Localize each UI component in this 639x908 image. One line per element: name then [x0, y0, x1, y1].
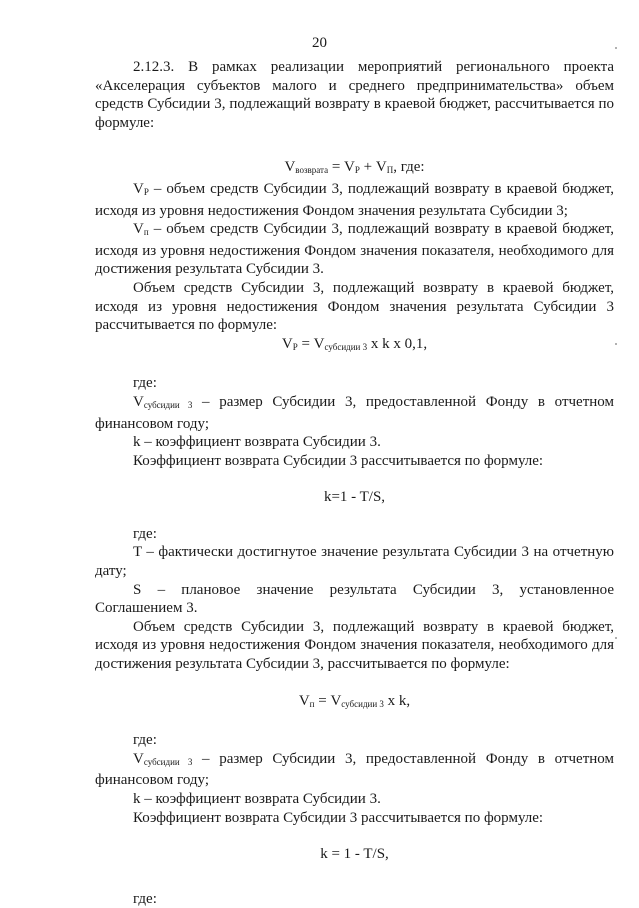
- where-label-1: где:: [133, 375, 157, 392]
- where-label-4: где:: [133, 890, 157, 907]
- paragraph-intro: 2.12.3. В рамках реализации мероприятий регионального проекта «Акселерация субъектов малого и среднего предпринимательства» объем средств Субсидии 3, подлежащий возврату в краевой бюджет, рассчитывается по формуле:: [95, 59, 614, 131]
- where-label-2: где:: [133, 525, 157, 542]
- paragraph-k-formula-intro-1: Коэффициент возврата Субсидии 3 рассчитывается по формуле:: [133, 452, 544, 469]
- definition-t: T – фактически достигнутое значение результата Субсидии 3 на отчетную дату;: [95, 544, 614, 580]
- definition-k-2: k – коэффициент возврата Субсидии 3.: [133, 791, 381, 807]
- formula-vr: $V_Р = V_{субсидии 3}$ x k x 0,1,: [281, 335, 428, 352]
- definition-v-subsidy-1: $V_{субсидии 3}$ – размер Субсидии 3, предоставленной Фонду в отчетном финансовом году;: [95, 393, 614, 432]
- definition-k-1: k – коэффициент возврата Субсидии 3.: [133, 434, 381, 451]
- formula-vn: $V_п = V_{субсидии 3}$ x k,: [298, 692, 411, 709]
- formula-k-1: k=1 - T/S,: [323, 489, 386, 506]
- scan-speck: [615, 637, 617, 639]
- where-label-3: где:: [133, 732, 157, 749]
- paragraph-k-formula-intro-2: Коэффициент возврата Субсидии 3 рассчитывается по формуле:: [133, 809, 544, 826]
- definition-vn: $V_п$ – объем средств Субсидии 3, подлежащий возврату в краевой бюджет, исходя из уровня недостижения Фондом значения показателя, необходимого для достижения результата Субсидии 3.: [95, 221, 614, 278]
- page-number: 20: [312, 35, 327, 51]
- definition-v-subsidy-2: $V_{субсидии 3}$ – размер Субсидии 3, предоставленной Фонду в отчетном финансовом году;: [95, 750, 614, 789]
- scan-speck: [615, 343, 617, 345]
- definition-vr: $V_Р$ – объем средств Субсидии 3, подлежащий возврату в краевой бюджет, исходя из уровня недостижения Фондом значения результата Субсидии 3;: [95, 180, 614, 219]
- paragraph-vr-formula-intro: Объем средств Субсидии 3, подлежащий возврату в краевой бюджет, исходя из уровня недостижения Фондом значения результата Субсидии 3 рассчитывается по формуле:: [95, 279, 614, 334]
- scan-speck: [615, 47, 617, 49]
- definition-s: S – плановое значение результата Субсидии 3, установленное Соглашением 3.: [95, 581, 614, 617]
- document-body: [95, 58, 614, 908]
- formula-v-return: $V_{возврата} = V_Р + V_П$, где:: [284, 159, 425, 176]
- formula-k-2: k = 1 - T/S,: [320, 846, 389, 863]
- paragraph-vn-formula-intro: Объем средств Субсидии 3, подлежащий возврату в краевой бюджет, исходя из уровня недостижения Фондом значения показателя, необходимого для достижения результата Субсидии 3, рассчитывается по формуле:: [95, 618, 614, 673]
